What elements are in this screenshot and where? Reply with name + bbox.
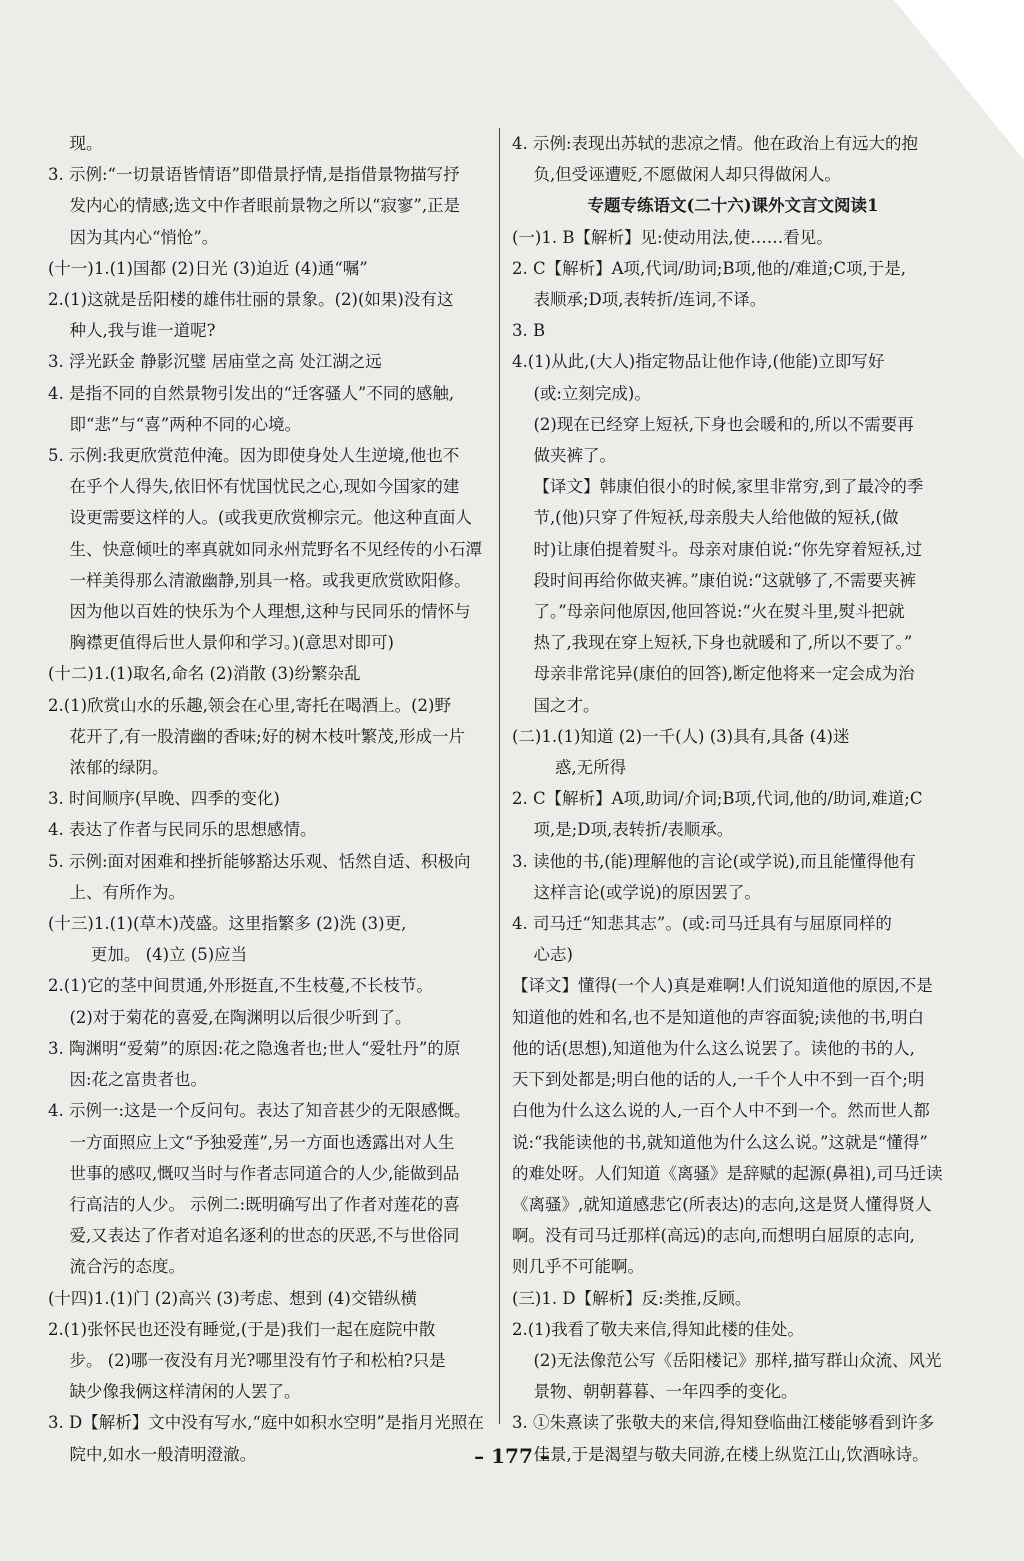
left-column-line: 2.(1)它的茎中间贯通,外形挺直,不生枝蔓,不长枝节。 [48, 976, 433, 996]
left-column [48, 128, 486, 1470]
right-column-line: 2.(1)我看了敬夫来信,得知此楼的佳处。 [512, 1319, 804, 1339]
right-column-line: (三)1. D【解析】反:类推,反顾。 [512, 1288, 752, 1308]
left-column-line: 4. 是指不同的自然景物引发出的“迁客骚人”不同的感触, [48, 383, 455, 403]
right-column-line: 段时间再给你做夹裤。”康伯说:“这就够了,不需要夹裤 [533, 570, 916, 590]
left-column-line: 3. D【解析】文中没有写水,“庭中如积水空明”是指月光照在 [48, 1413, 484, 1433]
right-column-line: 了。”母亲问他原因,他回答说:“火在熨斗里,熨斗把就 [533, 602, 905, 622]
right-column-line: 节,(他)只穿了件短袄,母亲殷夫人给他做的短袄,(做 [533, 508, 899, 528]
right-column-line: 这样言论(或学说)的原因罢了。 [533, 882, 761, 902]
right-column-line: 项,是;D项,表转折/表顺承。 [533, 820, 734, 840]
left-column-line: (十三)1.(1)(草木)茂盛。这里指繁多 (2)洗 (3)更, [48, 914, 407, 934]
left-column-line: 2.(1)这就是岳阳楼的雄伟壮丽的景象。(2)(如果)没有这 [48, 290, 454, 310]
right-column-line: 白他为什么这么说的人,一百个人中不到一个。然而世人都 [512, 1101, 930, 1121]
left-column-line: 行高洁的人少。 示例二:既明确写出了作者对莲花的喜 [69, 1194, 460, 1214]
right-column-line: (2)现在已经穿上短袄,下身也会暖和的,所以不需要再 [533, 414, 914, 434]
right-column [512, 128, 954, 1470]
left-column-line: 设更需要这样的人。(或我更欣赏柳宗元。他这种直面人 [69, 508, 472, 528]
right-column-line: 时)让康伯提着熨斗。母亲对康伯说:“你先穿着短袄,过 [533, 539, 923, 559]
left-column-line: 因为其内心“悄怆”。 [69, 227, 219, 247]
right-column-line: 景物、朝朝暮暮、一年四季的变化。 [533, 1382, 798, 1402]
right-column-line: 做夹裤了。 [533, 446, 616, 466]
right-column-line: 3. ①朱熹读了张敬夫的来信,得知登临曲江楼能够看到许多 [512, 1413, 935, 1433]
right-column-line: 4.(1)从此,(大人)指定物品让他作诗,(他能)立即写好 [512, 352, 885, 372]
right-column-line: 说:“我能读他的书,就知道他为什么这么说。”这就是“懂得” [512, 1132, 928, 1152]
right-column-line: 国之才。 [533, 695, 600, 715]
right-column-line: (一)1. B【解析】见:使动用法,使……看见。 [512, 227, 833, 247]
right-column-line: 天下到处都是;明白他的话的人,一千个人中不到一百个;明 [512, 1070, 925, 1090]
left-column-line: 爱,又表达了作者对追名逐利的世态的厌恶,不与世俗同 [69, 1226, 460, 1246]
right-column-line: 4. 示例:表现出苏轼的悲凉之情。他在政治上有远大的抱 [512, 134, 919, 153]
left-column-line: 浓郁的绿阴。 [69, 758, 169, 778]
left-column-line: 一方面照应上文“予独爱莲”,另一方面也透露出对人生 [69, 1132, 455, 1152]
right-column-line: 心志) [533, 945, 573, 965]
left-column-line: 上、有所作为。 [69, 882, 185, 902]
left-column-line: 因:花之富贵者也。 [69, 1070, 207, 1090]
left-column-line: 胸襟更值得后世人景仰和学习。)(意思对即可) [69, 633, 394, 653]
page-number: – 177 – [474, 1444, 550, 1468]
left-column-line: 3. 陶渊明“爱菊”的原因:花之隐逸者也;世人“爱牡丹”的原 [48, 1038, 461, 1058]
left-column-line: 生、快意倾吐的率真就如同永州荒野名不见经传的小石潭 [69, 539, 482, 559]
left-column-line: 世事的感叹,慨叹当时与作者志同道合的人少,能做到品 [69, 1163, 460, 1183]
left-column-line: 院中,如水一般清明澄澈。 [69, 1444, 257, 1464]
left-column-line: 2.(1)欣赏山水的乐趣,领会在心里,寄托在喝酒上。(2)野 [48, 695, 451, 715]
left-column-line: 步。 (2)哪一夜没有月光?哪里没有竹子和松柏?只是 [69, 1350, 446, 1370]
left-column-line: 发内心的情感;选文中作者眼前景物之所以“寂寥”,正是 [69, 196, 461, 216]
left-column-line: 3. 示例:“一切景语皆情语”即借景抒情,是指借景物描写抒 [48, 165, 460, 185]
section-heading: 专题专练语文(二十六)课外文言文阅读1 [587, 196, 879, 216]
left-column-line: 4. 示例一:这是一个反问句。表达了知音甚少的无限感慨。 [48, 1101, 471, 1121]
right-column-line: 2. C【解析】A项,助词/介词;B项,代词,他的/助词,难道;C [512, 789, 923, 809]
left-column-line: 现。 [69, 134, 103, 153]
left-column-line: 3. 浮光跃金 静影沉璧 居庙堂之高 处江湖之远 [48, 352, 382, 372]
right-column-line: 热了,我现在穿上短袄,下身也就暖和了,所以不要了。” [533, 633, 913, 653]
right-column-line: 2. C【解析】A项,代词/助词;B项,他的/难道;C项,于是, [512, 258, 906, 278]
left-column-line: 缺少像我俩这样清闲的人罢了。 [69, 1382, 301, 1402]
right-column-line: 知道他的姓和名,也不是知道他的声容面貌;读他的书,明白 [512, 1007, 925, 1027]
right-column-line: 3. 读他的书,(能)理解他的言论(或学说),而且能懂得他有 [512, 851, 916, 871]
left-column-line: 在乎个人得失,依旧怀有忧国忧民之心,现如今国家的建 [69, 477, 460, 497]
left-column-line: 2.(1)张怀民也还没有睡觉,(于是)我们一起在庭院中散 [48, 1319, 436, 1339]
right-column-line: 母亲非常诧异(康伯的回答),断定他将来一定会成为治 [533, 664, 915, 684]
right-column-line: 《离骚》,就知道感悲它(所表达)的志向,这是贤人懂得贤人 [512, 1194, 932, 1214]
left-column-line: 种人,我与谁一道呢? [69, 321, 216, 341]
right-column-line: (或:立刻完成)。 [533, 383, 651, 403]
right-column-line: 4. 司马迁“知悲其志”。(或:司马迁具有与屈原同样的 [512, 914, 892, 934]
right-column-line: 他的话(思想),知道他为什么这么说罢了。读他的书的人, [512, 1038, 915, 1058]
right-column-line: 表顺承;D项,表转折/连词,不译。 [533, 290, 767, 310]
left-column-line: 花开了,有一股清幽的香味;好的树木枝叶繁茂,形成一片 [69, 726, 465, 746]
left-column-line: 因为他以百姓的快乐为个人理想,这种与民同乐的情怀与 [69, 602, 471, 622]
right-column-line: 惑,无所得 [554, 758, 627, 778]
left-column-line: 4. 表达了作者与民同乐的思想感情。 [48, 820, 317, 840]
left-column-line: 即“悲”与“喜”两种不同的心境。 [69, 414, 302, 434]
right-column-line: 则几乎不可能啊。 [512, 1257, 644, 1277]
left-column-line: 更加。 (4)立 (5)应当 [90, 945, 248, 965]
column-divider [499, 128, 500, 1424]
left-column-line: 3. 时间顺序(早晚、四季的变化) [48, 789, 280, 809]
right-column-line: 的难处呀。人们知道《离骚》是辞赋的起源(鼻祖),司马迁读 [512, 1163, 943, 1183]
right-column-line: (二)1.(1)知道 (2)一千(人) (3)具有,具备 (4)迷 [512, 726, 850, 746]
right-column-line: 啊。没有司马迁那样(高远)的志向,而想明白屈原的志向, [512, 1226, 915, 1246]
right-column-line: 负,但受诬遭贬,不愿做闲人却只得做闲人。 [533, 165, 841, 185]
left-column-line: 5. 示例:我更欣赏范仲淹。因为即使身处人生逆境,他也不 [48, 446, 460, 466]
right-column-line: 3. B [512, 321, 546, 341]
right-column-line: 【译文】懂得(一个人)真是难啊!人们说知道他的原因,不是 [512, 976, 933, 996]
right-column-line: 佳景,于是渴望与敬夫同游,在楼上纵览江山,饮酒咏诗。 [533, 1444, 929, 1464]
left-column-line: (十二)1.(1)取名,命名 (2)消散 (3)纷繁杂乱 [48, 664, 361, 684]
left-column-line: 流合污的态度。 [69, 1257, 185, 1277]
left-column-line: (十四)1.(1)门 (2)高兴 (3)考虑、想到 (4)交错纵横 [48, 1288, 417, 1308]
left-column-line: (2)对于菊花的喜爱,在陶渊明以后很少听到了。 [69, 1007, 412, 1027]
left-column-line: 5. 示例:面对困难和挫折能够豁达乐观、恬然自适、积极向 [48, 851, 471, 871]
left-column-line: (十一)1.(1)国都 (2)日光 (3)迫近 (4)通“嘱” [48, 258, 368, 278]
right-column-line: (2)无法像范公写《岳阳楼记》那样,描写群山众流、风光 [533, 1350, 942, 1370]
right-column-line: 【译文】韩康伯很小的时候,家里非常穷,到了最冷的季 [533, 477, 924, 497]
left-column-line: 一样美得那么清澈幽静,别具一格。或我更欣赏欧阳修。 [69, 570, 471, 590]
